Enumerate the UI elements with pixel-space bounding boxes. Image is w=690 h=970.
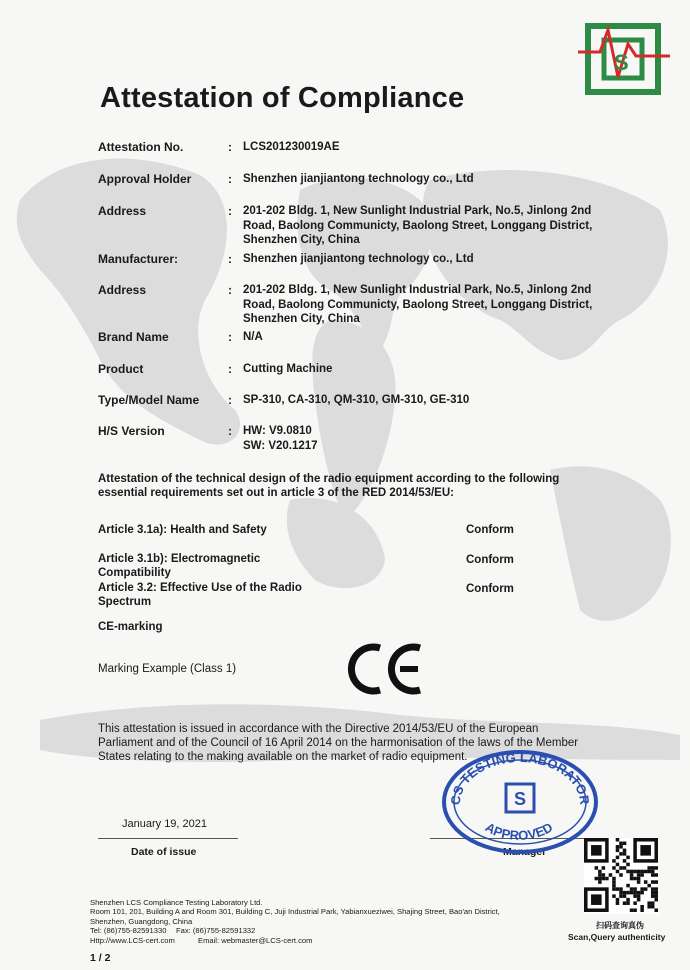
field-label: Manufacturer: [98,252,179,266]
field-value: Cutting Machine [243,363,333,375]
lab-address [90,898,500,945]
field-colon: : [228,204,232,218]
article-line: Article 3.1b): Electromagnetic [98,553,261,565]
statement-line: This attestation is issued in accordance with the Directive 2014/53/EU of the European [98,723,539,735]
article-3-1b [98,553,260,580]
field-value-line: Shenzhen City, China [243,234,360,246]
footer-fax: Fax: (86)755-82591332 [176,926,256,936]
ce-marking-heading: CE-marking [98,621,163,633]
field-value: N/A [243,331,263,343]
footer-email: Email: webmaster@LCS-cert.com [198,935,313,945]
stamp-top-text: CS TESTING LABORATOR [447,749,593,806]
stamp-bottom-text: APPROVED [482,819,556,843]
page-title: Attestation of Compliance [100,82,465,114]
footer-line: Room 101, 201, Building A and Room 301, Building C, Juji Industrial Park, Yabianxueziwei, Shajing Street, Bao'an District, [90,907,500,917]
field-label: H/S Version [98,424,165,438]
footer-website: Http://www.LCS-cert.com [90,935,175,945]
field-colon: : [228,330,232,344]
field-value-line: HW: V9.0810 [243,425,312,437]
field-value [243,283,592,327]
field-colon: : [228,172,232,186]
statement-line: Parliament and of the Council of 16 April 2014 on the harmonisation of the laws of the Member [98,737,579,749]
technical-design-line: essential requirements set out in article 3 of the RED 2014/53/EU: [98,487,454,499]
field-value-line: SW: V20.1217 [243,439,318,452]
date-divider [98,838,238,839]
field-value-line: Road, Baolong Communicty, Baolong Street, Longgang District, [243,298,593,311]
field-label: Brand Name [98,330,169,344]
field-label: Approval Holder [98,172,192,186]
page-number: 1 / 2 [90,952,111,964]
field-colon: : [228,140,232,154]
ce-mark [346,640,424,703]
field-value: Shenzhen jianjiantong technology co., Ltd [243,253,474,265]
issue-date: January 19, 2021 [122,818,208,830]
article-3-1a: Article 3.1a): Health and Safety [98,524,267,536]
article-line: Compatibility [98,566,171,579]
svg-text:APPROVED [483,819,555,843]
field-colon: : [228,283,232,297]
article-3-2-result: Conform [466,583,514,595]
article-3-1a-result: Conform [466,524,514,536]
field-value: SP-310, CA-310, QM-310, GM-310, GE-310 [243,394,470,406]
field-value-line: 201-202 Bldg. 1, New Sunlight Industrial Park, No.5, Jinlong 2nd [243,205,592,217]
qr-caption: Scan,Query authenticity [568,932,666,942]
field-value: LCS201230019AE [243,141,340,153]
marking-example: Marking Example (Class 1) [98,663,237,675]
field-label: Address [98,204,147,218]
field-value: Shenzhen jianjiantong technology co., Ltd [243,173,474,185]
article-3-2 [98,582,302,609]
article-list [98,523,267,537]
technical-design-line: Attestation of the technical design of the radio equipment according to the following [98,473,560,485]
date-of-issue-label: Date of issue [131,846,197,858]
field-colon: : [228,362,232,376]
qr-code[interactable] [584,838,658,914]
statement-line: States relating to the making available on the market of radio equipment. [98,751,468,763]
field-value-line: 201-202 Bldg. 1, New Sunlight Industrial Park, No.5, Jinlong 2nd [243,284,592,296]
article-3-1b-result: Conform [466,554,514,566]
footer-line: Shenzhen, Guangdong, China [90,916,193,926]
field-label: Address [98,283,147,297]
logo-letter: S [614,50,629,75]
technical-design-statement [98,472,559,500]
field-label: Type/Model Name [98,393,200,407]
qr-caption-cn: 扫码查询真伪 [596,921,644,930]
approved-stamp [438,744,600,859]
field-value-line: Road, Baolong Communicty, Baolong Street, Longgang District, [243,219,593,232]
field-label: Attestation No. [98,140,184,154]
field-colon: : [228,393,232,407]
manager-label: Manager [503,846,547,858]
footer-tel: Tel: (86)755-82591330 [90,926,167,936]
footer-line: Shenzhen LCS Compliance Testing Laboratory Ltd. [90,898,263,907]
field-value-line: Shenzhen City, China [243,313,360,325]
field-colon: : [228,424,232,438]
field-value [243,204,592,248]
stamp-logo-letter: S [514,789,527,809]
field-value [243,424,318,453]
lcs-logo [578,22,670,96]
article-line: Spectrum [98,595,152,608]
field-label: Product [98,362,144,376]
field-colon: : [228,252,232,266]
article-line: Article 3.2: Effective Use of the Radio [98,582,302,594]
